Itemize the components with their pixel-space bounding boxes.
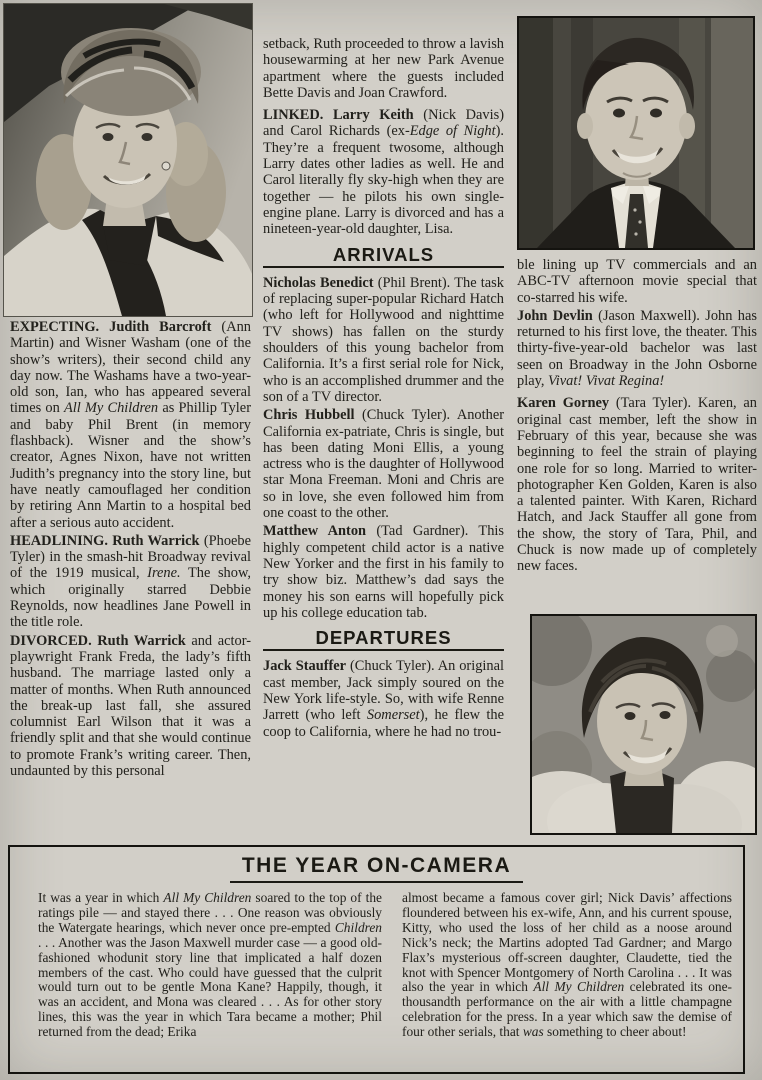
year-box-title-wrap <box>10 854 743 883</box>
paragraph-divorced: DIVORCED. Ruth Warrick and actor-playwright Frank Freda, the lady’s fifth husband. The marriage lasted only a matter of months. When Ruth announced the break-up last fall, she assured columnist Earl Wilson that it was a friendly split and that she would continue to promote Frank’s writing career. Then, undaunted by this personal <box>10 632 251 780</box>
article-column-middle <box>263 36 504 843</box>
departures-rule <box>263 649 504 651</box>
year-on-camera-box <box>8 845 745 1074</box>
portrait-woman-knit-hat-illustration <box>532 616 755 833</box>
paragraph-trouble-continuation: ble lining up TV commercials and an ABC-TV afternoon movie special that co-starred his wife. <box>517 257 757 306</box>
article-column-right <box>517 16 757 612</box>
year-box-left-text: It was a year in which All My Children soared to the top of the ratings pile — and stayed there . . . One reason was obviously the Watergate hearings, which never once pre-empted Children . . . Another was the Jason Maxwell murder case — a good old-fashioned whodunit story line that implicated a half dozen members of the cast. Who could have guessed that the culprit would turn out to be gentle Mona Kane? Happily, though, it was an accident, and Mona was cleared . . . As for other story lines, this was the year in which Tara became a mother; Phil returned from the dead; Erika <box>38 891 382 1040</box>
heading-arrivals: ARRIVALS <box>332 243 435 265</box>
paragraph-jack-stauffer: Jack Stauffer (Chuck Tyler). An original cast member, Jack simply soured on the New York life-style. So, with wife Renne Jarrett (who left Somerset), he flew the coop to California, where he had no trou- <box>263 658 504 740</box>
photo-woman-turban-hat <box>3 3 253 317</box>
year-box-column-left <box>38 891 382 1071</box>
paragraph-karen-gorney: Karen Gorney (Tara Tyler). Karen, an original cast member, left the show in February of this year, because she was beginning to feel the strain of playing one role for so long. Married to writer-photographer Ken Golden, Karen is also a talented painter. With Karen, Richard Hatch, and Jack Stauffer all gone from the show, the story of Tara, Phil, and Chuck is now made up of completely new faces. <box>517 395 757 575</box>
article-column-left <box>10 319 251 842</box>
heading-departures: DEPARTURES <box>315 627 452 649</box>
photo-woman-knit-hat <box>530 614 757 835</box>
year-box-column-right <box>402 891 732 1071</box>
portrait-man-suit-illustration <box>519 18 753 248</box>
portrait-woman-turban-illustration <box>4 4 252 316</box>
paragraph-john-devlin: John Devlin (Jason Maxwell). John has returned to his first love, the theater. This thirty-five-year-old bachelor was last seen on Broadway in the John Osborne play, Vivat! Vivat Regina! <box>517 307 757 390</box>
paragraph-expecting: EXPECTING. Judith Barcroft (Ann Martin) and Wisner Washam (one of the show’s writers), their second child any day now. The Washams have a two-year-old son, Ian, who has appeared several times on All My Children as Phillip Tyler and baby Phil Brent (in memory flashback). Wisner and the show’s creator, Agnes Nixon, have not written Judith’s pregnancy into the story line, but have neatly camouflaged her condition by retiring Ann Martin to a hospital bed after a serious auto accident. <box>10 319 251 531</box>
year-box-right-text: almost became a famous cover girl; Nick Davis’ affections floundered between his ex-wife, Ann, and his current spouse, Kitty, who used the loss of her child as a noose around Nick’s neck; the Martins adopted Tad Gardner; and Margo Flax’s mysterious off-screen daughter, Claudette, tied the knot with Spencer Montgomery of North Carolina . . . It was also the year in which All My Children celebrated its one-thousandth performance on the air with a little champagne celebration for the press. In a year which saw the demise of four other serials, that was something to cheer about! <box>402 891 732 1040</box>
paragraph-linked: LINKED. Larry Keith (Nick Davis) and Carol Richards (ex-Edge of Night). They’re a frequent twosome, although Larry dates other ladies as well. He and Carol literally fly sky-high when they are together — he pilots his own single-engine plane. Larry is divorced and has a nineteen-year-old daughter, Lisa. <box>263 107 504 238</box>
year-box-title: THE YEAR ON-CAMERA <box>230 854 523 883</box>
arrivals-rule <box>263 266 504 268</box>
photo-man-headshot <box>517 16 755 250</box>
paragraph-headlining: HEADLINING. Ruth Warrick (Phoebe Tyler) in the smash-hit Broadway revival of the 1919 musical, Irene. The show, which originally starred Debbie Reynolds, now headlines Jane Powell in the title role. <box>10 532 251 631</box>
paragraph-setback-continuation: setback, Ruth proceeded to throw a lavish housewarming at her new Park Avenue apartment where the guests included Bette Davis and Joan Crawford. <box>263 36 504 101</box>
paragraph-chris-hubbell: Chris Hubbell (Chuck Tyler). Another California ex-patriate, Chris is single, but has been dating Moni Ellis, a young actress who is the daughter of Hollywood star Mona Freeman. Moni and Chris are so in love, she even followed him from one coast to the other. <box>263 407 504 522</box>
paragraph-matthew-anton: Matthew Anton (Tad Gardner). This highly competent child actor is a native New Yorker and the first in his family to try show biz. Matthew’s dad says the money his son earns will hopefully pick up his college education tab. <box>263 523 504 621</box>
paragraph-nicholas-benedict: Nicholas Benedict (Phil Brent). The task of replacing super-popular Richard Hatch (who left for Hollywood and nighttime TV shows) has fallen on the sturdy shoulders of this young bachelor from California. It’s a first serial role for Nick, who is an accomplished drummer and the son of a TV director. <box>263 274 504 405</box>
